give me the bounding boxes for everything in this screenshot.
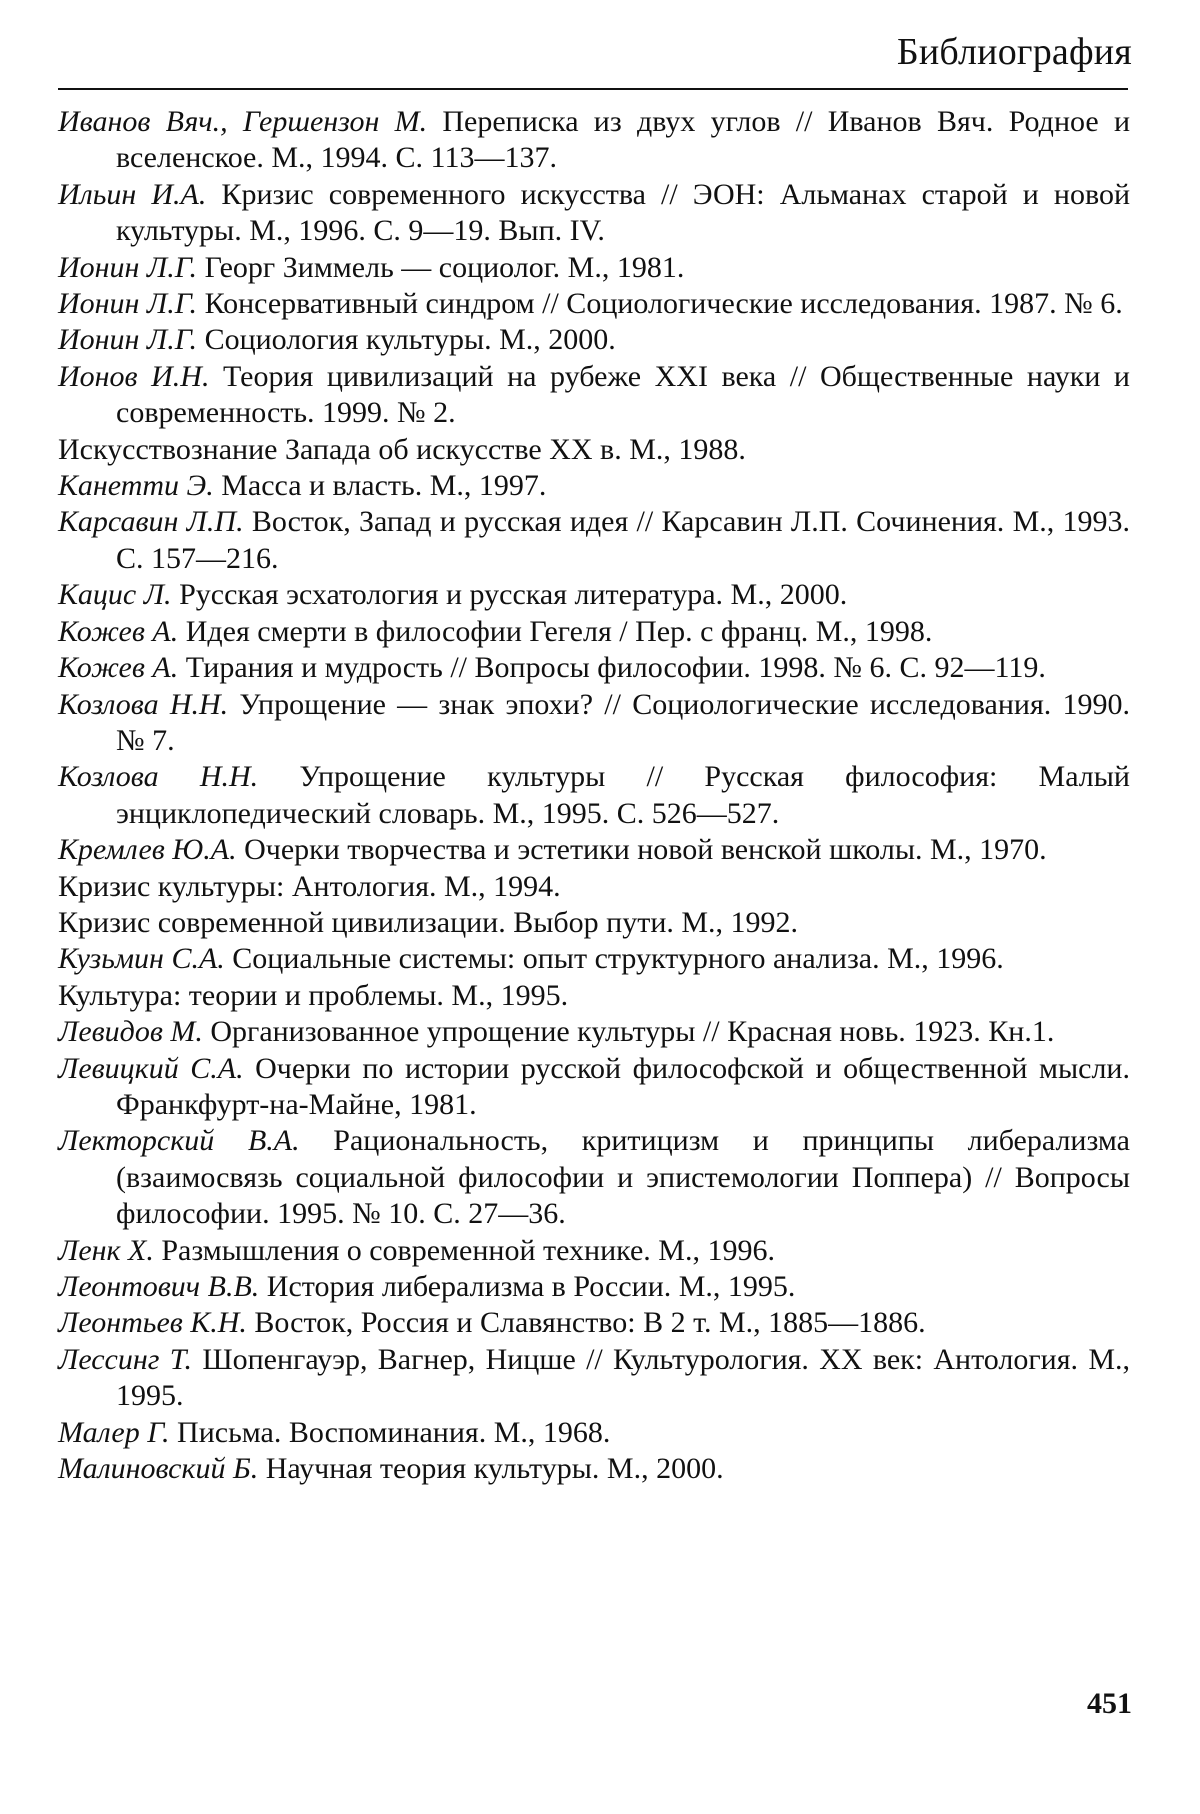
entry-text: Консервативный синдром // Социологические исследования. 1987. № 6. (197, 287, 1123, 321)
entry-author: Леонтович В.В. (58, 1270, 260, 1303)
bibliography-entry (58, 177, 1130, 250)
bibliography-entry (58, 1305, 1130, 1341)
entry-author: Кремлев Ю.А. (58, 833, 237, 867)
entry-text: Культура: теории и проблемы. М., 1995. (58, 978, 569, 1012)
entry-author: Леонтьев К.Н. (58, 1306, 247, 1340)
entry-text: Кризис современной цивилизации. Выбор пути. М., 1992. (58, 905, 799, 939)
entry-author: Малер Г. (58, 1415, 170, 1449)
entry-author: Ленк Х. (58, 1233, 154, 1267)
bibliography-entry (58, 432, 1130, 468)
entry-text: Восток, Россия и Славянство: В 2 т. М., 1885—1886. (246, 1306, 926, 1340)
entry-text: Рациональность, критицизм и принципы либерализма (взаимосвязь социальной философии и эпистемологии Поппера) // Вопросы философии. 1995. № 10. С. 27—36. (116, 1124, 1131, 1231)
bibliography-entry (58, 359, 1130, 432)
entry-author: Левицкий С.А. (58, 1051, 244, 1085)
entry-author: Козлова Н.Н. (58, 687, 229, 721)
entry-author: Ионин Л.Г. (58, 323, 198, 357)
bibliography-entry (58, 286, 1130, 322)
entry-text: Искусствознание Запада об искусстве XX в. М., 1988. (58, 432, 746, 466)
entry-text: Переписка из двух углов // Иванов Вяч. Родное и вселенское. М., 1994. С. 113—137. (116, 105, 1130, 175)
entry-author: Кожев А. (58, 614, 179, 648)
entry-text: Масса и власть. М., 1997. (213, 469, 547, 503)
entry-author: Левидов М. (58, 1015, 203, 1049)
entry-text: Теория цивилизаций на рубеже XXI века // Общественные науки и современность. 1999. № 2. (116, 359, 1130, 430)
entry-author: Ильин И.А. (58, 177, 207, 211)
bibliography-entry (58, 104, 1130, 177)
bibliography-entry (58, 322, 1130, 358)
running-head: Библиография (896, 31, 1132, 73)
entry-text: Шопенгауэр, Вагнер, Ницше // Культурология. XX век: Антология. М., 1995. (116, 1342, 1130, 1413)
entry-text: Упрощение — знак эпохи? // Социологические исследования. 1990. № 7. (116, 687, 1130, 757)
entry-text: Кризис современного искусства // ЭОН: Альманах старой и новой культуры. М., 1996. С. 9—19. Вып. IV. (116, 177, 1131, 248)
bibliography-entry (58, 1123, 1130, 1232)
entry-text: Социология культуры. М., 2000. (197, 323, 616, 357)
entry-text: Георг Зиммель — социолог. М., 1981. (197, 250, 685, 284)
entry-text: Идея смерти в философии Гегеля / Пер. с франц. М., 1998. (178, 614, 933, 648)
bibliography-entry (58, 250, 1130, 286)
entry-text: Очерки творчества и эстетики новой венской школы. М., 1970. (236, 833, 1047, 867)
entry-text: Очерки по истории русской философской и общественной мысли. Франкфурт-на-Майне, 1981. (116, 1051, 1130, 1121)
bibliography-entry (58, 1233, 1130, 1269)
bibliography-entry (58, 1451, 1130, 1487)
entry-author: Иванов Вяч., Гершензон М. (58, 105, 428, 138)
bibliography-entry (58, 614, 1130, 650)
bibliography-entry (58, 869, 1130, 905)
page-number: 451 (1087, 1687, 1132, 1720)
bibliography-entry (58, 1014, 1130, 1050)
entry-text: Организованное упрощение культуры // Красная новь. 1923. Кн.1. (202, 1015, 1055, 1049)
entry-author: Малиновский Б. (58, 1452, 259, 1486)
bibliography-entry (58, 759, 1130, 832)
entry-text: Письма. Воспоминания. М., 1968. (169, 1415, 611, 1449)
entry-text: Социальные системы: опыт структурного анализа. М., 1996. (224, 942, 1004, 976)
bibliography-entry (58, 1342, 1130, 1415)
bibliography-entry (58, 978, 1130, 1014)
entry-author: Карсавин Л.П. (58, 505, 244, 539)
bibliography-entry (58, 687, 1130, 760)
entry-author: Кузьмин С.А. (58, 942, 225, 976)
bibliography-list (58, 104, 1130, 1487)
entry-author: Кожев А. (58, 651, 179, 685)
entry-text: Восток, Запад и русская идея // Карсавин Л.П. Сочинения. М., 1993. С. 157—216. (116, 505, 1130, 575)
entry-text: Кризис культуры: Антология. М., 1994. (58, 869, 561, 903)
bibliography-entry (58, 941, 1130, 977)
entry-author: Ионин Л.Г. (58, 250, 198, 284)
bibliography-entry (58, 468, 1130, 504)
entry-text: Упрощение культуры // Русская философия: Малый энциклопедический словарь. М., 1995. С. 526—527. (116, 760, 1130, 830)
bibliography-entry (58, 1051, 1130, 1124)
entry-author: Кацис Л. (58, 578, 172, 612)
entry-author: Канетти Э. (58, 469, 214, 503)
entry-author: Ионин Л.Г. (58, 287, 198, 321)
bibliography-entry (58, 905, 1130, 941)
bibliography-entry (58, 504, 1130, 577)
entry-text: Тирания и мудрость // Вопросы философии. 1998. № 6. С. 92—119. (178, 651, 1046, 685)
entry-text: Размышления о современной технике. М., 1996. (153, 1233, 775, 1267)
bibliography-entry (58, 832, 1130, 868)
entry-author: Лессинг Т. (58, 1342, 193, 1376)
entry-text: Научная теория культуры. М., 2000. (258, 1452, 724, 1486)
entry-text: Русская эсхатология и русская литература. М., 2000. (171, 578, 848, 612)
header-rule (58, 88, 1128, 90)
entry-author: Лекторский В.А. (58, 1124, 300, 1158)
entry-author: Ионов И.Н. (58, 359, 210, 393)
entry-text: История либерализма в России. М., 1995. (259, 1270, 796, 1303)
bibliography-entry (58, 1269, 1130, 1305)
bibliography-entry (58, 650, 1130, 686)
bibliography-entry (58, 1415, 1130, 1451)
entry-author: Козлова Н.Н. (58, 760, 259, 794)
bibliography-entry (58, 577, 1130, 613)
